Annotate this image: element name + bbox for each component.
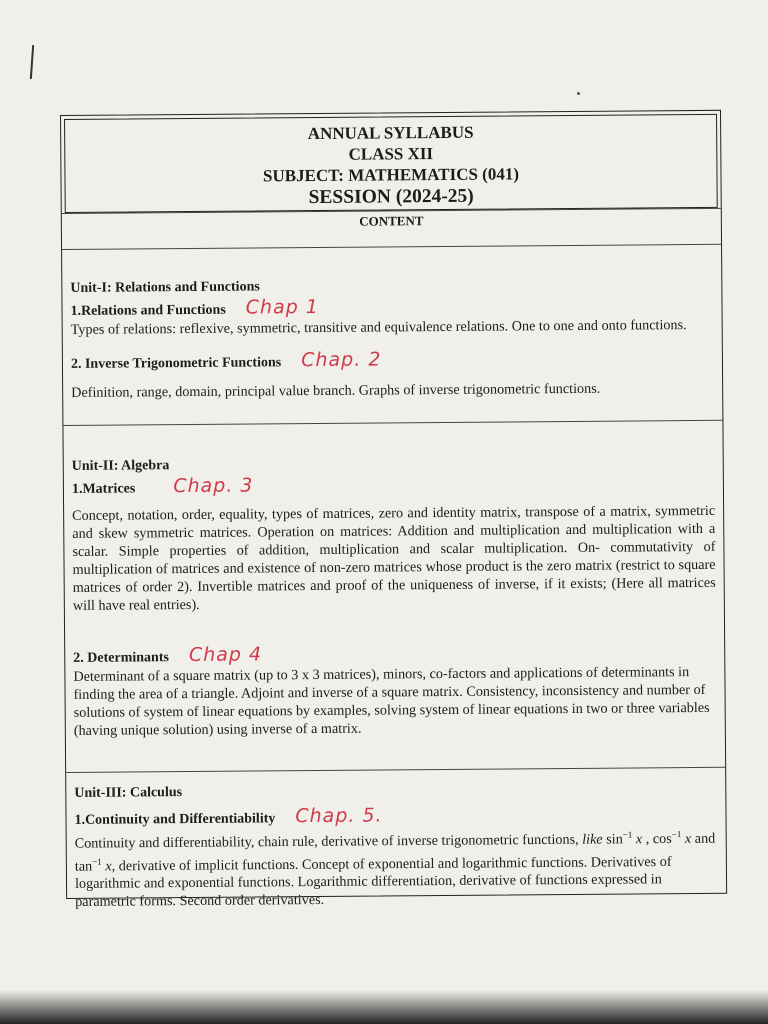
inverse-superscript: −1 [622,829,633,840]
syllabus-document [60,110,727,911]
bottom-shadow [0,990,768,1024]
content-label: CONTENT [359,213,424,229]
topic-description: Definition, range, domain, principal value branch. Graphs of inverse trigonometric functions. [71,380,601,401]
title-box [64,114,718,213]
x-var: x [635,831,643,848]
cos-term: cos [652,830,672,848]
margin-pen-mark [30,45,34,79]
unit-1-section [62,244,722,425]
handwritten-note: Chap. 5. [295,804,383,828]
title-line-3: SUBJECT: MATHEMATICS (041) [262,164,520,186]
title-line-2: CLASS XII [348,144,434,164]
topic-title: 1.Matrices [71,481,136,497]
handwritten-note: Chap. 3 [173,474,254,498]
topic-title: 2. Determinants [73,650,169,666]
unit-1-title: Unit-I: Relations and Functions [70,279,260,296]
unit-2-title: Unit-II: Algebra [71,458,170,474]
x-var: x [105,858,112,875]
title-line-4: SESSION (2024-25) [308,185,474,209]
handwritten-note: Chap 1 [245,295,319,319]
unit-3-title: Unit-III: Calculus [74,785,183,801]
paper-speck [577,92,580,95]
unit-3-section [66,767,726,911]
topic-description: Types of relations: reflexive, symmetric, transitive and equivalence relations. One to one and onto functions. [70,317,687,338]
and-word: and [694,830,716,847]
x-var: x [684,830,692,847]
topic-description: Concept, notation, order, equality, types of matrices, zero and identity matrix, transpose of a matrix, symmetric and skew symmetric matrices. Operation on matrices: Addition and multiplication and multiplication with a scalar. Simple properties of addition, multiplication and scalar multiplication. On- commutativity of multiplication of matrices and existence of non-zero matrices whose product is the zero matrix (restrict to square matrices of order 2). Invertible matrices and proof of the uniqueness of inverse, if it exists; (Here all matrices will have real entries). [72,502,716,614]
title-line-1: ANNUAL SYLLABUS [307,122,474,144]
topic-title: 1.Continuity and Differentiability [74,811,276,828]
sin-term: sin [606,831,623,848]
inverse-superscript: −1 [92,856,102,867]
topic-description: Determinant of a square matrix (up to 3 x 3 matrices), minors, co-factors and applications of determinants in finding the area of a triangle. Adjoint and inverse of a square matrix. Consistency, inconsistency and number of solutions of system of linear equations by examples, solving system of linear equations in two or three variables (having unique solution) using inverse of a matrix. [73,664,710,739]
topic-title: 2. Inverse Trigonometric Functions [70,355,282,372]
topic-description: Continuity and differentiability, chain rule, derivative of inverse trigonometric functions, like $\sin^{-1} x$ , $\cos^{-1} x$ and $\tan^{-1} x$, derivative of implicit functions. Concept of exponential and logarithmic functions. Derivatives of logarithmic and exponential functions. Logarithmic differentiation, derivative of functions expressed in parametric forms. Second order derivatives. [74,829,716,911]
like-word: like [582,831,603,848]
inverse-superscript: −1 [671,829,682,840]
handwritten-note: Chap. 2 [301,348,382,372]
handwritten-note: Chap 4 [188,643,263,667]
unit-2-section [63,420,725,772]
tan-term: tan [74,858,93,875]
description-part-b: derivative of implicit functions. Concept of exponential and logarithmic functions. Derivatives of logarithmic and exponential functions. Logarithmic differentiation, derivative of functions expressed in parametric forms. Second order derivatives. [74,853,672,911]
topic-title: 1.Relations and Functions [70,302,226,319]
description-part-a: Continuity and differentiability, chain rule, derivative of inverse trigonometric functions, [74,831,579,852]
